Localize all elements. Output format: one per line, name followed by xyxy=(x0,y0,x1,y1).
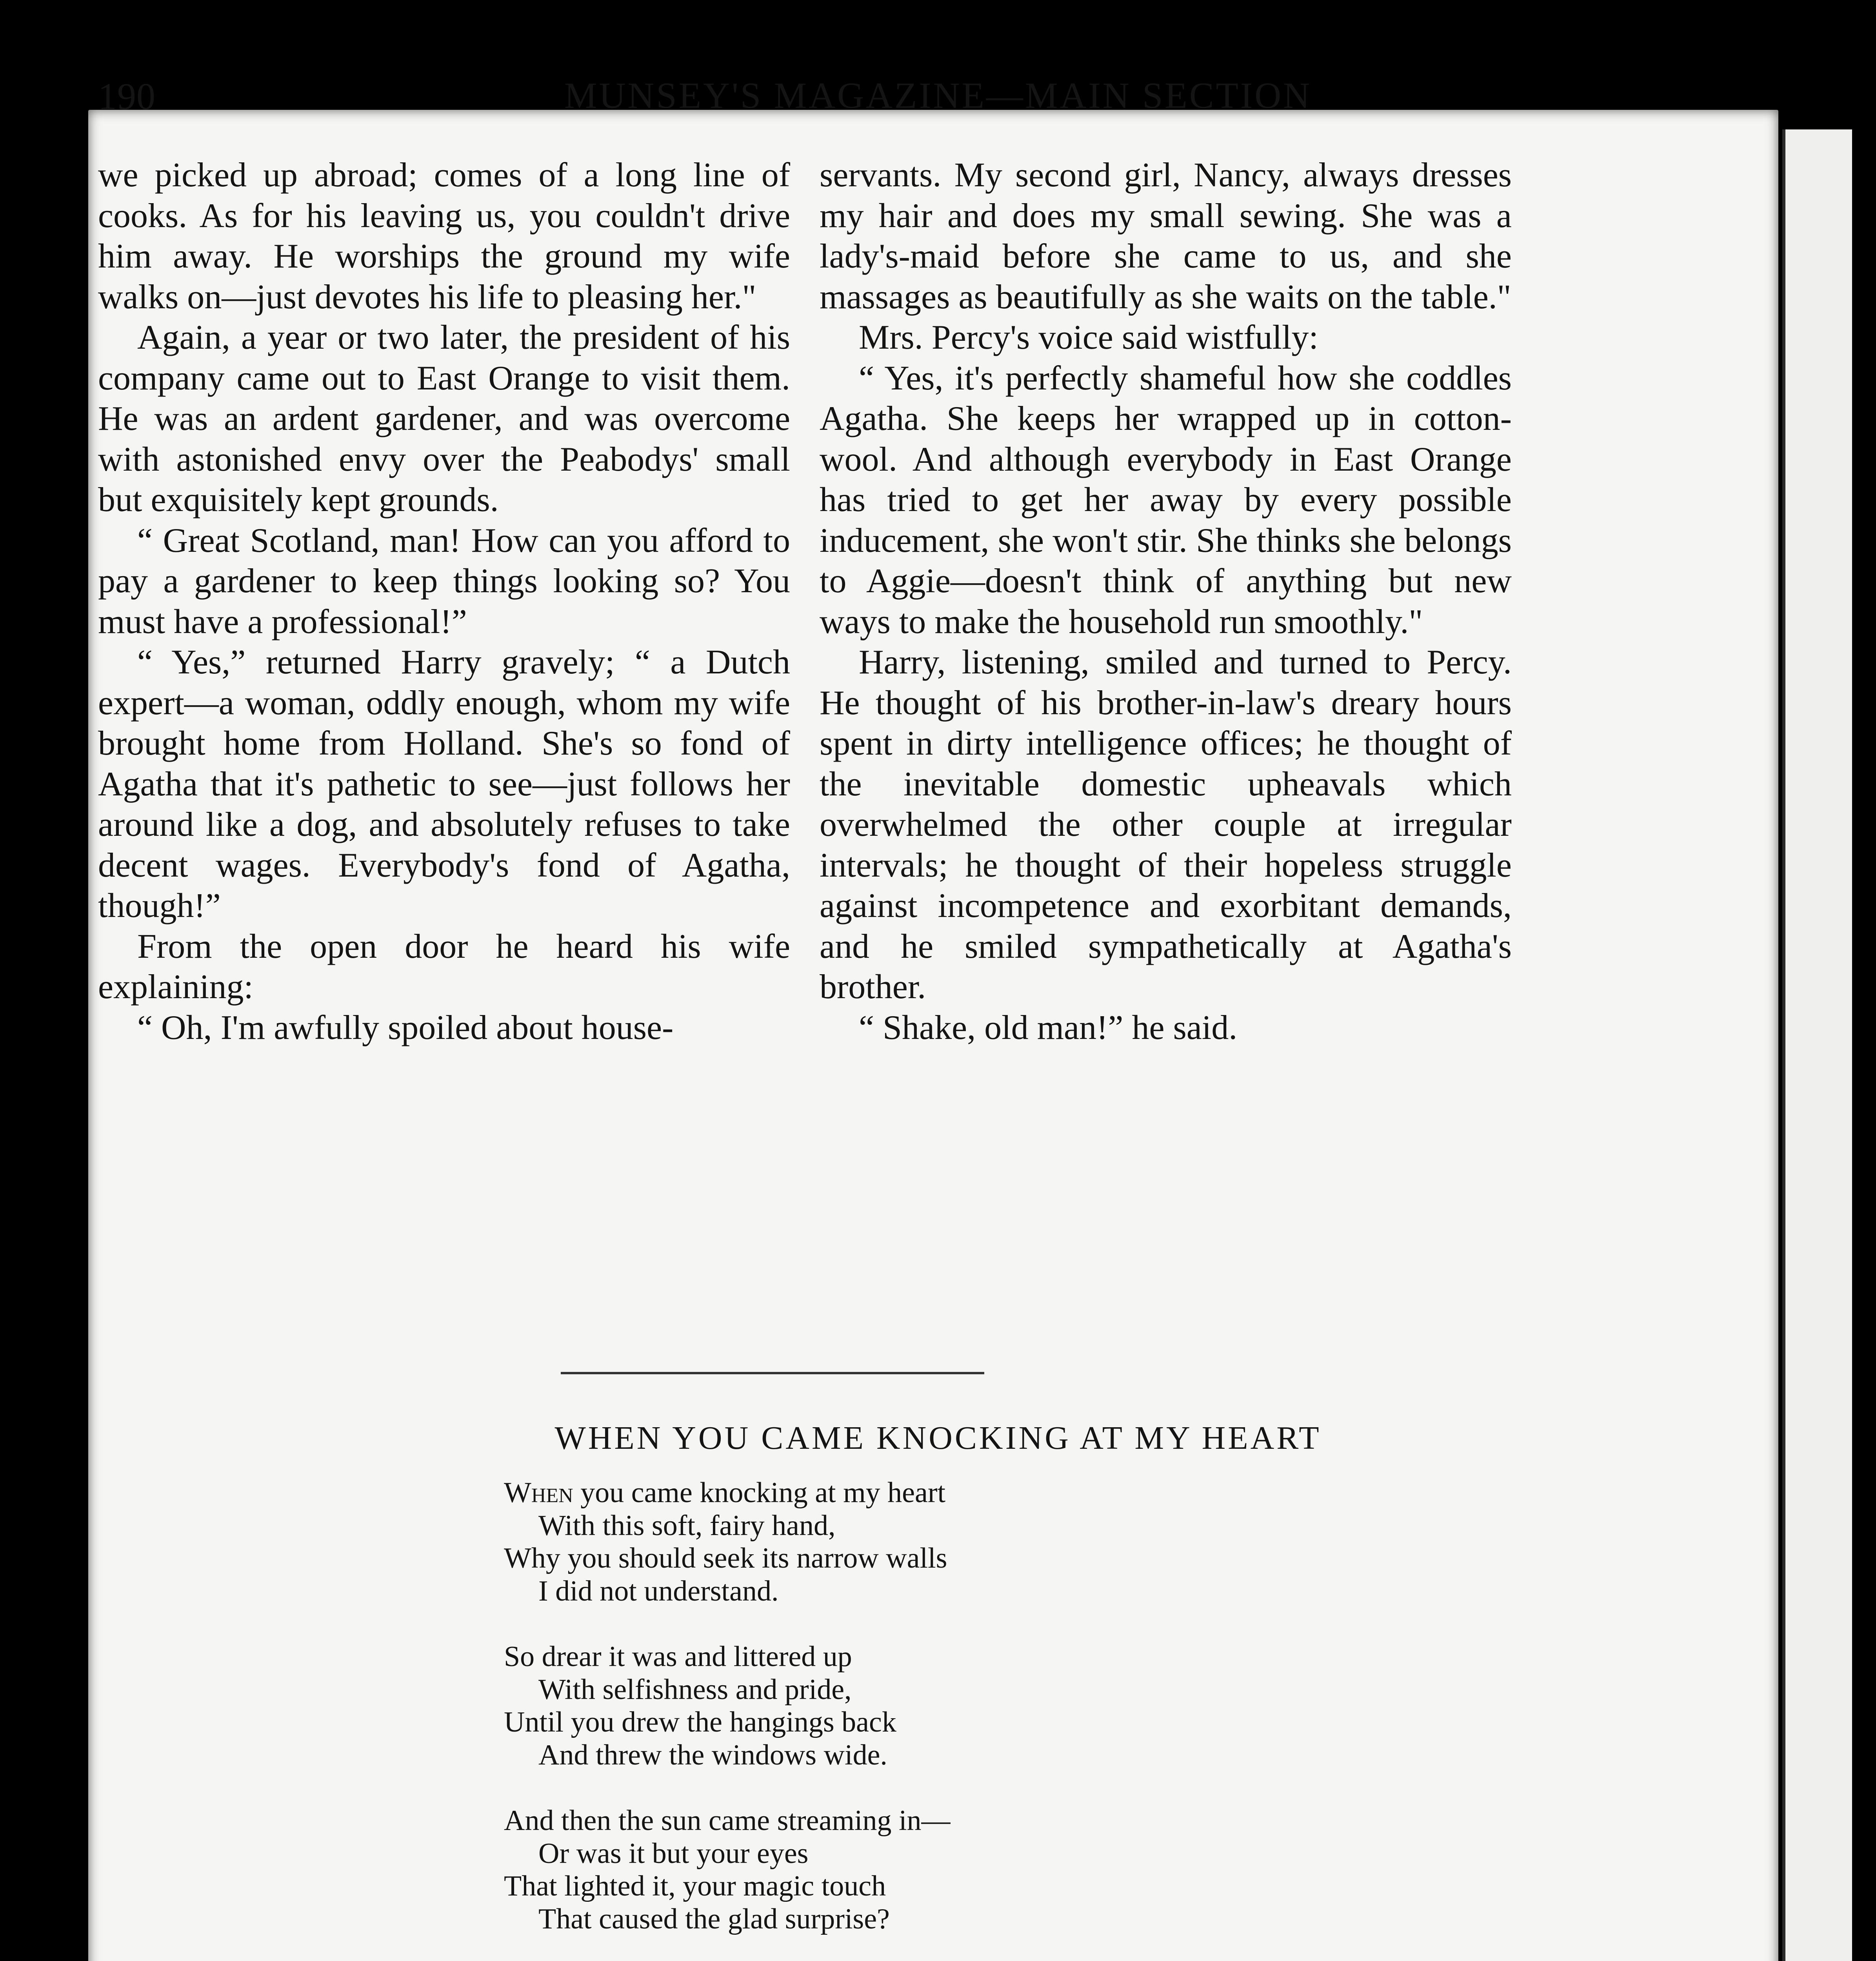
paragraph: “ Yes, it's perfectly shameful how she coddles Agatha. She keeps her wrapped up in cotton-wool. And although everybody in East Orange has tried to get her away by every possible inducement, she won't stir. She thinks she belongs to Aggie—doesn't think of anything but new ways to make the household run smoothly." xyxy=(820,359,1512,641)
paragraph: “ Great Scotland, man! How can you afford to pay a gardener to keep things looking so? You must have a professional!” xyxy=(98,521,790,641)
poem-line: And threw the windows wide. xyxy=(538,1739,887,1771)
poem-line: Or was it but your eyes xyxy=(538,1837,809,1870)
page-number: 190 xyxy=(98,75,156,117)
paragraph: we picked up abroad; comes of a long line of cooks. As for his leaving us, you couldn't drive him away. He worships the ground my wife walks on—just devotes his life to pleasing her." xyxy=(98,156,790,316)
stanza xyxy=(504,1805,1249,1936)
poem-line: That caused the glad surprise? xyxy=(538,1903,890,1935)
poem-line: When you came knocking at my heart xyxy=(504,1477,946,1509)
poem-line: With selfishness and pride, xyxy=(538,1673,852,1706)
poem-line: With this soft, fairy hand, xyxy=(538,1509,836,1542)
poem-line: I did not understand. xyxy=(538,1575,779,1607)
poem-line: So drear it was and littered up xyxy=(504,1641,852,1673)
poem-line: Why you should seek its narrow walls xyxy=(504,1542,947,1574)
paragraph: servants. My second girl, Nancy, always dresses my hair and does my small sewing. She was a lady's-maid before she came to us, and she massages as beautifully as she waits on the table." xyxy=(820,156,1512,316)
adjacent-page-edge xyxy=(1782,129,1852,1961)
paragraph: Again, a year or two later, the president of his company came out to East Orange to visit them. He was an ardent gardener, and was overcome with astonished envy over the Peabodys' small but exquisitely kept grounds. xyxy=(98,318,790,519)
paragraph: “ Shake, old man!” he said. xyxy=(859,1008,1238,1047)
paragraph: From the open door he heard his wife explaining: xyxy=(98,927,790,1006)
poem xyxy=(504,1477,1249,1961)
stanza xyxy=(504,1477,1249,1608)
stanza xyxy=(504,1641,1249,1772)
poem-first-word: When xyxy=(504,1477,573,1509)
left-column xyxy=(98,155,790,1048)
poem-line: That lighted it, your magic touch xyxy=(504,1870,886,1902)
poem-title: WHEN YOU CAME KNOCKING AT MY HEART xyxy=(554,1420,1322,1456)
poem-line: Until you drew the hangings back xyxy=(504,1706,896,1738)
paragraph: “ Yes,” returned Harry gravely; “ a Dutch expert—a woman, oddly enough, whom my wife brought home from Holland. She's so fond of Agatha that it's pathetic to see—just follows her around like a dog, and absolutely refuses to take decent wages. Everybody's fond of Agatha, though!” xyxy=(98,643,790,925)
poem-line: And then the sun came streaming in— xyxy=(504,1805,951,1837)
paragraph: “ Oh, I'm awfully spoiled about house- xyxy=(137,1008,674,1047)
page-header xyxy=(98,75,1778,129)
paragraph: Mrs. Percy's voice said wistfully: xyxy=(859,318,1318,357)
paragraph: Harry, listening, smiled and turned to Percy. He thought of his brother-in-law's dreary hours spent in dirty intelligence offices; he thought of the inevitable domestic upheavals which overwhelmed the other couple at irregular intervals; he thought of their hopeless struggle against incompetence and exorbitant demands, and he smiled sympathetically at Agatha's brother. xyxy=(820,643,1512,1006)
right-column xyxy=(820,155,1512,1048)
running-head: MUNSEY'S MAGAZINE—MAIN SECTION xyxy=(564,75,1312,116)
section-divider xyxy=(561,1372,984,1374)
